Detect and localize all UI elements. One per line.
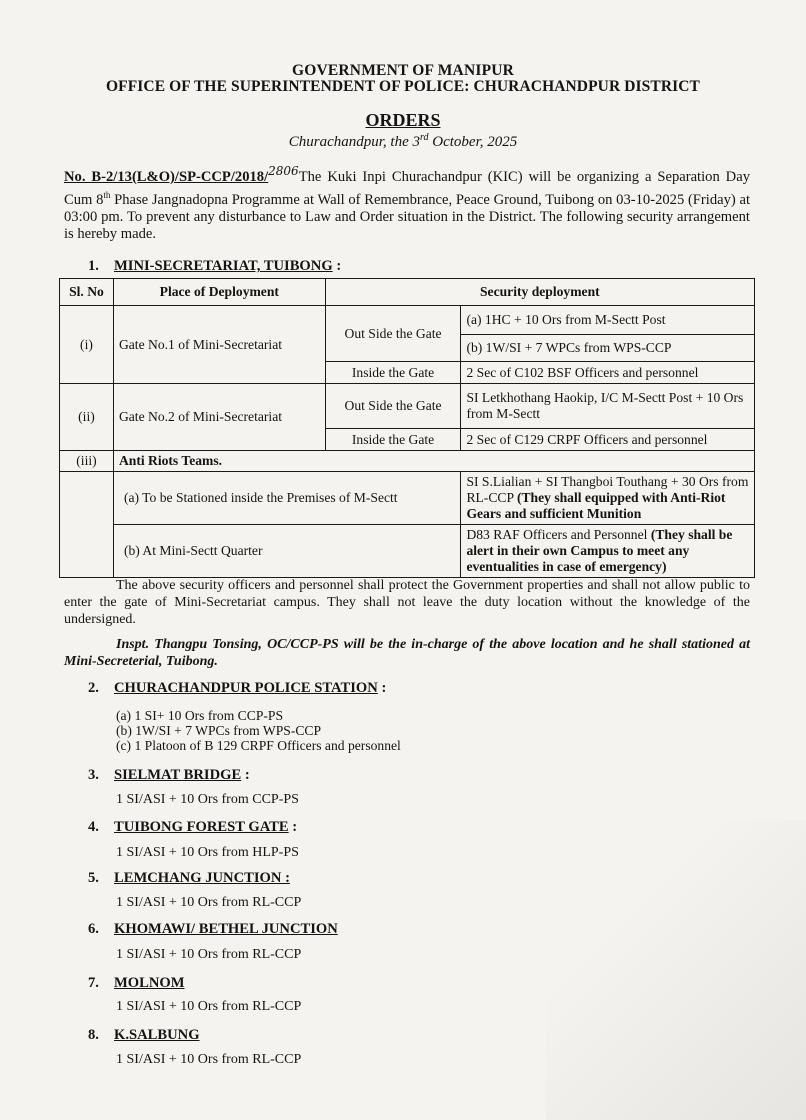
row2-sl: (ii) xyxy=(60,384,114,451)
section-5-detail: 1 SI/ASI + 10 Ors from RL-CCP xyxy=(116,895,302,910)
list-item: (b) 1W/SI + 7 WPCs from WPS-CCP xyxy=(116,723,322,738)
reference-number: No. B-2/13(L&O)/SP-CCP/2018/ xyxy=(64,169,269,185)
section-4-detail: 1 SI/ASI + 10 Ors from HLP-PS xyxy=(116,845,299,860)
section-8-detail: 1 SI/ASI + 10 Ors from RL-CCP xyxy=(116,1052,302,1067)
row1-inside-label: Inside the Gate xyxy=(325,362,461,384)
table-header-row xyxy=(60,279,755,306)
deployment-table xyxy=(59,278,755,578)
table-row xyxy=(60,451,755,472)
row3-b-value: D83 RAF Officers and Personnel (They shall be alert in their own Campus to meet any eventualities in case of emergency) xyxy=(461,525,755,578)
section-6-detail: 1 SI/ASI + 10 Ors from RL-CCP xyxy=(116,947,302,962)
row3-title: Anti Riots Teams. xyxy=(113,451,754,472)
row3-b-place: (b) At Mini-Sectt Quarter xyxy=(113,525,461,578)
handwritten-number: 2806 xyxy=(268,164,299,178)
row1-outside-label: Out Side the Gate xyxy=(325,306,461,362)
row1-place: Gate No.1 of Mini-Secretariat xyxy=(113,306,325,384)
page-shadow xyxy=(546,820,806,1120)
row3-a-value: SI S.Lialian + SI Thangboi Touthang + 30 Ors from RL-CCP (They shall equipped with Anti-Riot Gears and sufficient Munition xyxy=(461,472,755,525)
row3-blank-a xyxy=(60,472,114,525)
orders-title: ORDERS xyxy=(365,110,441,130)
row1-outside-b: (b) 1W/SI + 7 WPCs from WPS-CCP xyxy=(461,335,755,362)
row2-inside-label: Inside the Gate xyxy=(325,429,461,451)
row2-place: Gate No.2 of Mini-Secretariat xyxy=(113,384,325,451)
intro-paragraph: No. B-2/13(L&O)/SP-CCP/2018/$^{2806}$The Kuki Inpi Churachandpur (KIC) will be organizing a Separation Day Cum 8th Phase Jangnadopna Programme at Wall of Remembrance, Peace Ground, Tuibong on 03-10-2025 (Friday) at 03:00 pm. To prevent any disturbance to Law and Order situation in the District. The following security arrangement is hereby made. xyxy=(64,164,751,243)
header-office: OFFICE OF THE SUPERINTENDENT OF POLICE: CHURACHANDPUR DISTRICT xyxy=(106,78,700,95)
row2-outside-value: SI Letkhothang Haokip, I/C M-Sectt Post + 10 Ors from M-Sectt xyxy=(461,384,755,429)
table-row xyxy=(60,525,755,578)
section-7-heading: 7. MOLNOM xyxy=(88,975,185,991)
protection-paragraph: The above security officers and personnel shall protect the Government properties and shall not allow public to enter the gate of Mini-Secretariat campus. They shall not leave the duty location without the knowledge of the undersigned. xyxy=(64,578,750,627)
row2-inside-value: 2 Sec of C129 CRPF Officers and personnel xyxy=(461,429,755,451)
order-date: Churachandpur, the 3rd October, 2025 xyxy=(288,132,518,150)
table-row xyxy=(60,384,755,429)
section-5-heading: 5. LEMCHANG JUNCTION : xyxy=(88,870,290,886)
section-2-list xyxy=(116,708,401,753)
section-6-heading: 6. KHOMAWI/ BETHEL JUNCTION xyxy=(88,921,338,937)
row1-sl: (i) xyxy=(60,306,114,384)
row2-outside-label: Out Side the Gate xyxy=(325,384,461,429)
section-2-heading: 2. CHURACHANDPUR POLICE STATION : xyxy=(88,680,387,696)
header-sl-no: Sl. No xyxy=(60,279,114,306)
section-8-heading: 8. K.SALBUNG xyxy=(88,1027,200,1043)
list-item: (c) 1 Platoon of B 129 CRPF Officers and personnel xyxy=(116,738,401,753)
row1-outside-a: (a) 1HC + 10 Ors from M-Sectt Post xyxy=(461,306,755,335)
row1-inside-value: 2 Sec of C102 BSF Officers and personnel xyxy=(461,362,755,384)
header-government: GOVERNMENT OF MANIPUR xyxy=(291,62,515,79)
row3-a-place: (a) To be Stationed inside the Premises of M-Sectt xyxy=(113,472,461,525)
table-row xyxy=(60,472,755,525)
row3-sl: (iii) xyxy=(60,451,114,472)
row3-blank-b xyxy=(60,525,114,578)
in-charge-paragraph: Inspt. Thangpu Tonsing, OC/CCP-PS will be the in-charge of the above location and he shall stationed at Mini-Secreterial, Tuibong. xyxy=(64,637,750,669)
list-item: (a) 1 SI+ 10 Ors from CCP-PS xyxy=(116,708,284,723)
section-3-detail: 1 SI/ASI + 10 Ors from CCP-PS xyxy=(116,792,299,807)
section-7-detail: 1 SI/ASI + 10 Ors from RL-CCP xyxy=(116,999,302,1014)
table-row xyxy=(60,306,755,335)
section-1-heading: 1. MINI-SECRETARIAT, TUIBONG : xyxy=(88,258,342,274)
section-3-heading: 3. SIELMAT BRIDGE : xyxy=(88,767,250,783)
header-place: Place of Deployment xyxy=(113,279,325,306)
header-security: Security deployment xyxy=(325,279,754,306)
section-4-heading: 4. TUIBONG FOREST GATE : xyxy=(88,819,298,835)
